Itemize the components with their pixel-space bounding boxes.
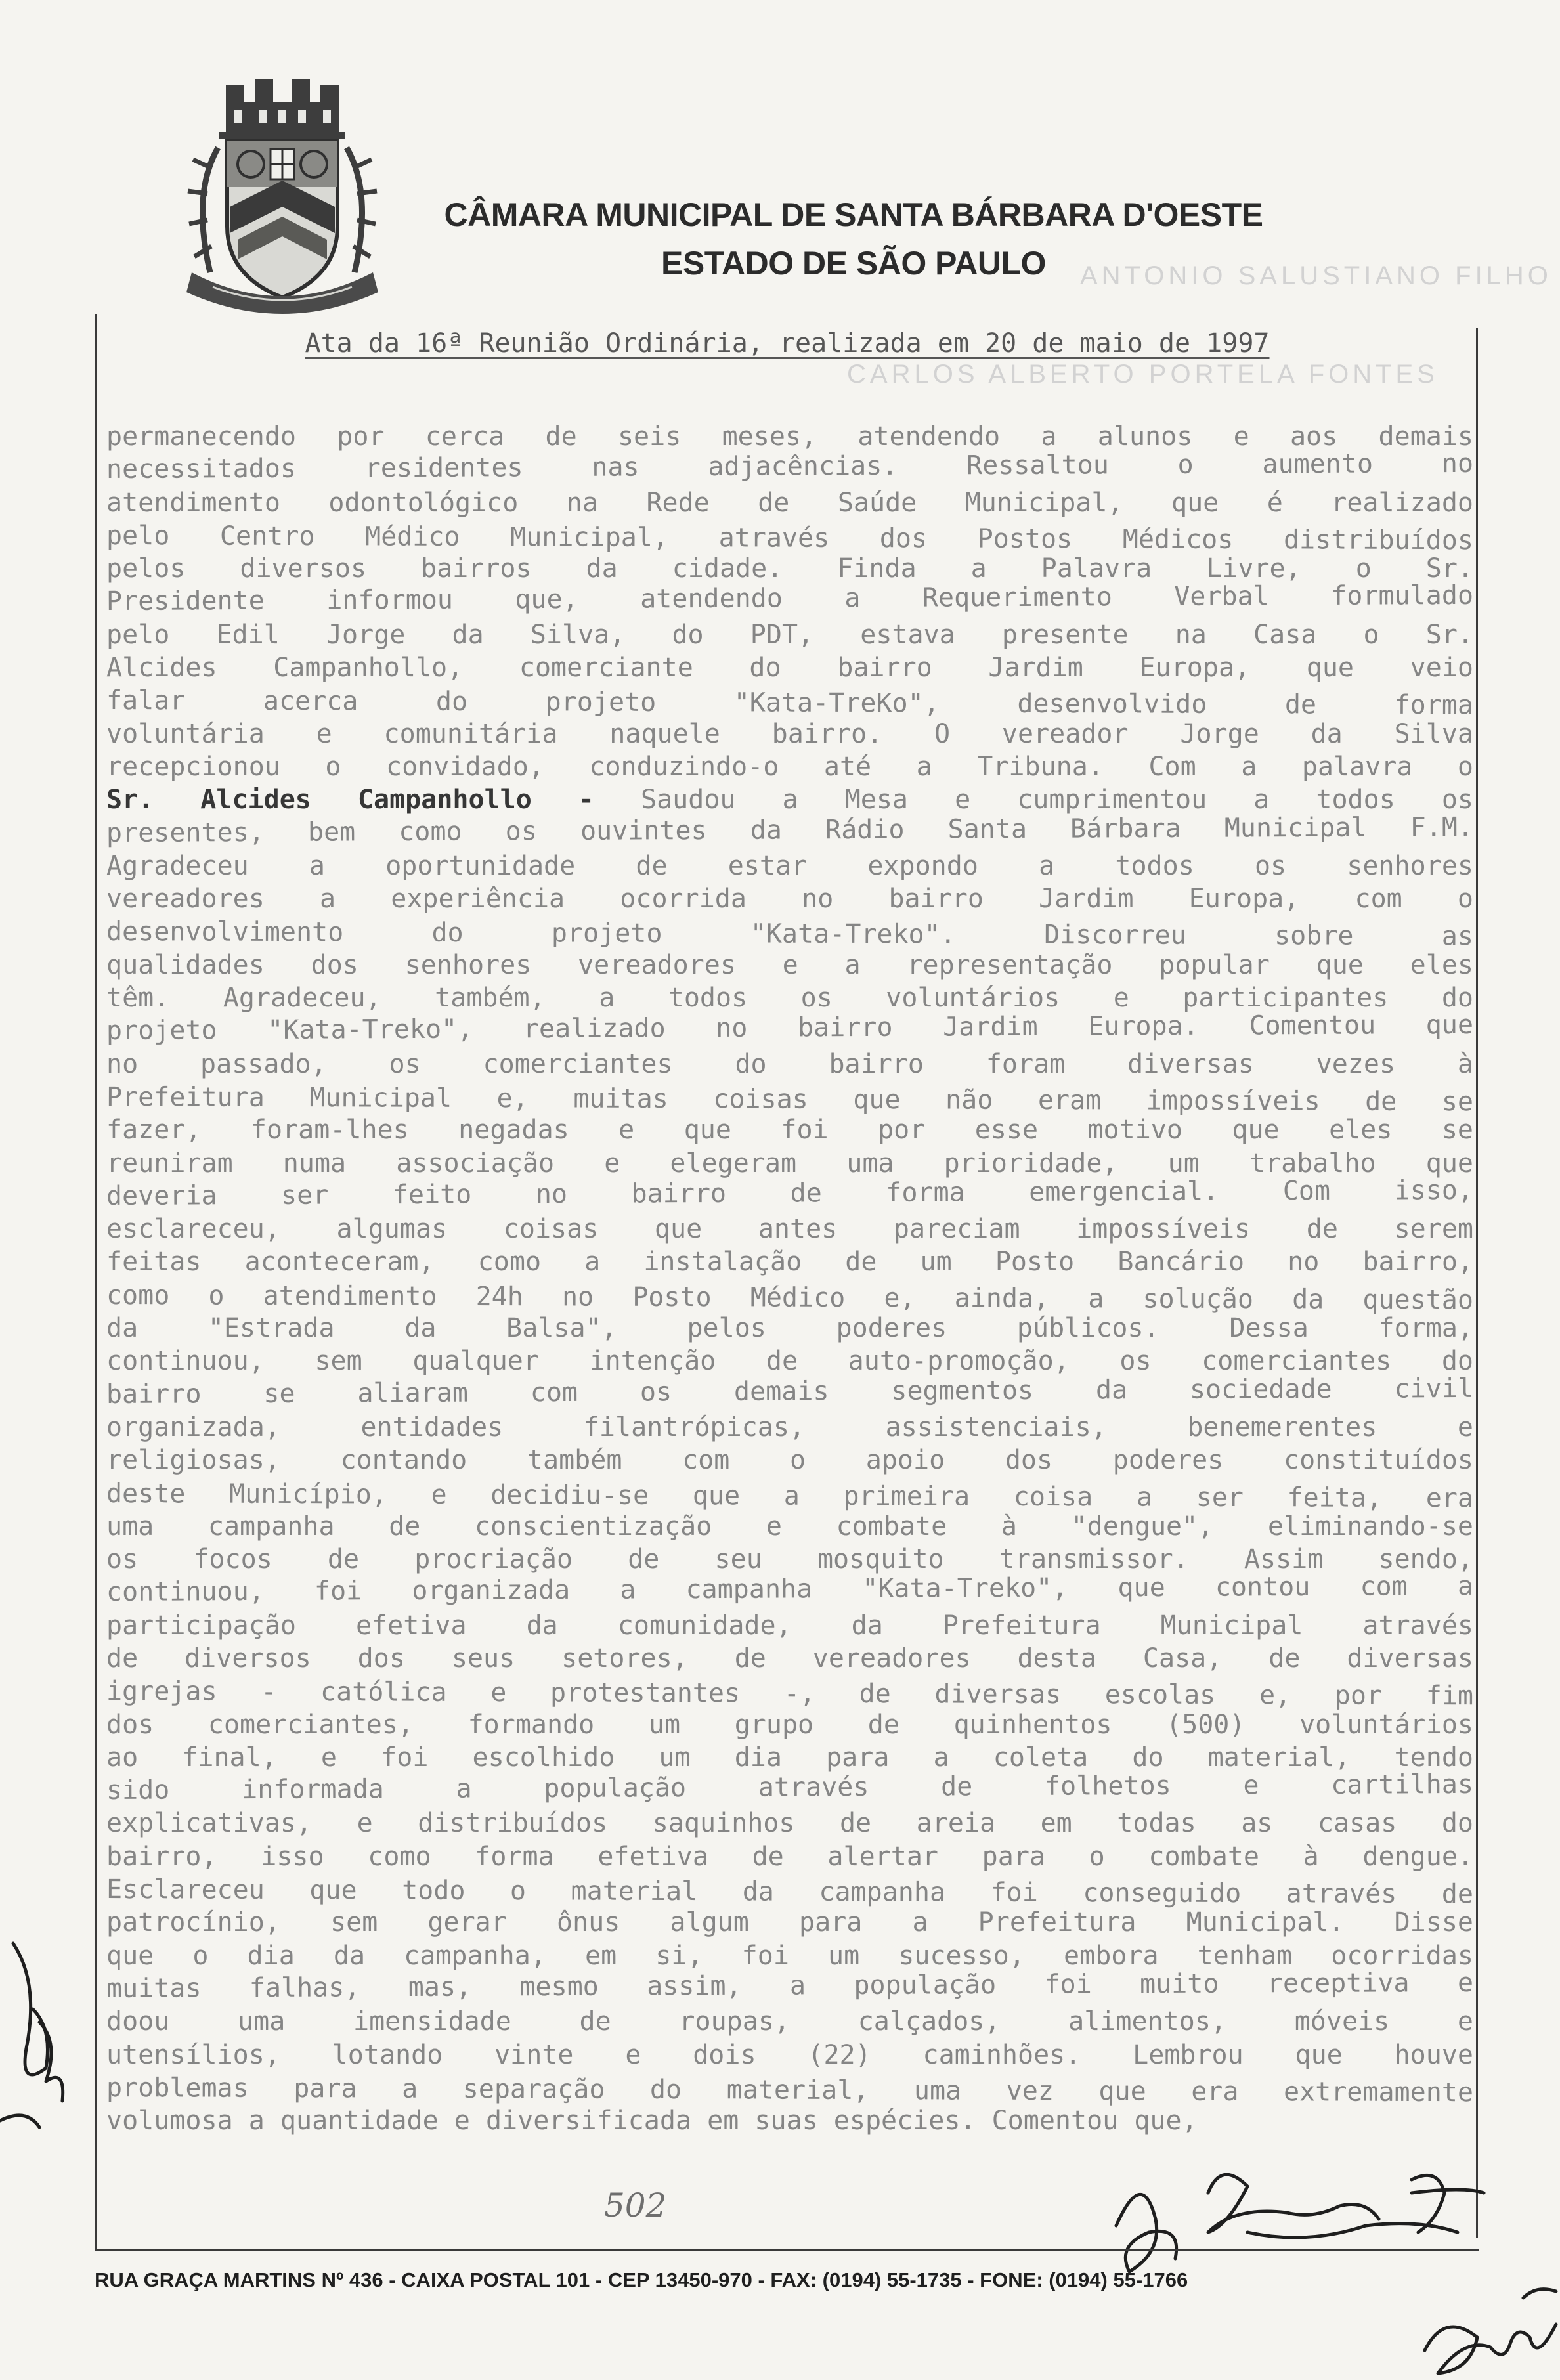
text-line: utensílios, lotando vinte e dois (22) caminhões. Lembrou que houve — [106, 2039, 1473, 2070]
text-line: sido informada a população através de folhetos e cartilhas — [106, 1769, 1474, 1806]
text-line: deste Município, e decidiu-se que a primeira coisa a ser feita, era — [106, 1478, 1474, 1513]
text-line: falar acerca do projeto "Kata-TreKo", desenvolvido de forma — [106, 685, 1474, 721]
text-line: têm. Agradeceu, também, a todos os voluntários e participantes do — [106, 983, 1473, 1014]
text-line: presentes, bem como os ouvintes da Rádio Santa Bárbara Municipal F.M. — [106, 811, 1474, 848]
text-line: qualidades dos senhores vereadores e a representação popular que eles — [106, 949, 1473, 980]
text-line: voluntária e comunitária naquele bairro. O vereador Jorge da Silva — [106, 718, 1473, 749]
text-line: que o dia da campanha, em si, foi um sucesso, embora tenham ocorridas — [106, 1940, 1473, 1971]
text-line: religiosas, contando também com o apoio dos poderes constituídos — [106, 1445, 1473, 1476]
text-line: permanecendo por cerca de seis meses, atendendo a alunos e aos demais — [106, 422, 1473, 452]
page-frame-left — [95, 314, 97, 2249]
page-number: 502 — [604, 2186, 667, 2224]
text-line: como o atendimento 24h no Posto Médico e, ainda, a solução da questão — [106, 1280, 1474, 1315]
text-line: vereadores a experiência ocorrida no bairro Jardim Europa, com o — [106, 884, 1473, 915]
text-line: os focos de procriação de seu mosquito transmissor. Assim sendo, — [106, 1544, 1473, 1575]
municipal-crest-icon — [179, 76, 386, 318]
text-line: recepcionou o convidado, conduzindo-o até a Tribuna. Com a palavra o — [106, 751, 1473, 782]
text-line: deveria ser feito no bairro de forma emergencial. Com isso, — [106, 1175, 1474, 1211]
text-line: dos comerciantes, formando um grupo de quinhentos (500) voluntários — [106, 1709, 1473, 1740]
text-line: atendimento odontológico na Rede de Saúde Municipal, que é realizado — [106, 487, 1473, 518]
text-line: projeto "Kata-Treko", realizado no bairro Jardim Europa. Comentou que — [106, 1010, 1474, 1047]
text-line: Alcides Campanhollo, comerciante do bairro Jardim Europa, que veio — [106, 653, 1473, 683]
text-line: organizada, entidades filantrópicas, assistenciais, benemerentes e — [106, 1412, 1473, 1442]
text-line: Esclareceu que todo o material da campanha foi conseguido através de — [106, 1874, 1474, 1910]
text-line: continuou, foi organizada a campanha "Kata-Treko", que contou com a — [106, 1571, 1474, 1608]
text-line: volumosa a quantidade e diversificada em suas espécies. Comentou que, — [106, 2106, 1198, 2136]
text-line: bairro se aliaram com os demais segmentos da sociedade civil — [106, 1373, 1474, 1410]
text-line: esclareceu, algumas coisas que antes pareciam impossíveis de serem — [106, 1214, 1473, 1245]
text-line: muitas falhas, mas, mesmo assim, a população foi muito receptiva e — [106, 1967, 1474, 2004]
text-line: reuniram numa associação e elegeram uma prioridade, um trabalho que — [106, 1148, 1473, 1179]
show-through-text: ANTONIO SALUSTIANO FILHO — [1080, 261, 1552, 290]
footer-address: RUA GRAÇA MARTINS Nº 436 - CAIXA POSTAL 101 - CEP 13450-970 - FAX: (0194) 55-1735 - FONE: (0194) 55-1766 — [95, 2268, 1188, 2291]
footer-rule — [95, 2249, 1479, 2251]
text-line: necessitados residentes nas adjacências. Ressaltou o aumento no — [106, 448, 1474, 485]
text-line: ao final, e foi escolhido um dia para a coleta do material, tendo — [106, 1742, 1473, 1773]
text-line: uma campanha de conscientização e combate à "dengue", eliminando-se — [106, 1511, 1473, 1542]
text-line: fazer, foram-lhes negadas e que foi por esse motivo que eles se — [106, 1115, 1473, 1146]
text-line: doou uma imensidade de roupas, calçados, alimentos, móveis e — [106, 2006, 1473, 2037]
text-line: igrejas - católica e protestantes -, de diversas escolas e, por fim — [106, 1676, 1474, 1712]
institution-name: CÂMARA MUNICIPAL DE SANTA BÁRBARA D'OESTE — [444, 196, 1263, 233]
text-line: pelos diversos bairros da cidade. Finda a Palavra Livre, o Sr. — [106, 553, 1473, 584]
text-line: no passado, os comerciantes do bairro foram diversas vezes à — [106, 1049, 1473, 1079]
speaker-name: Sr. Alcides Campanhollo - — [106, 785, 594, 815]
text-line: bairro, isso como forma efetiva de alertar para o combate à dengue. — [106, 1841, 1473, 1872]
text-line: explicativas, e distribuídos saquinhos de areia em todas as casas do — [106, 1808, 1473, 1839]
text-line: Prefeitura Municipal e, muitas coisas que não eram impossíveis de se — [106, 1081, 1474, 1117]
text-line: Agradeceu a oportunidade de estar expondo a todos os senhores — [106, 850, 1473, 881]
text-line: pelo Edil Jorge da Silva, do PDT, estava presente na Casa o Sr. — [106, 619, 1473, 650]
text-line: continuou, sem qualquer intenção de auto-promoção, os comerciantes do — [106, 1346, 1473, 1377]
minutes-title: Ata da 16ª Reunião Ordinária, realizada em 20 de maio de 1997 — [305, 328, 1270, 358]
text-line: desenvolvimento do projeto "Kata-Treko". Discorreu sobre as — [106, 917, 1474, 952]
text-line: patrocínio, sem gerar ônus algum para a Prefeitura Municipal. Disse — [106, 1907, 1473, 1938]
state-name: ESTADO DE SÃO PAULO — [661, 245, 1046, 282]
minutes-body — [106, 420, 1473, 2137]
show-through-text: CARLOS ALBERTO PORTELA FONTES — [847, 360, 1439, 389]
text-line: Presidente informou que, atendendo a Requerimento Verbal formulado — [106, 580, 1474, 617]
text-line: problemas para a separação do material, uma vez que era extremamente — [106, 2072, 1474, 2108]
text-line: da "Estrada da Balsa", pelos poderes públicos. Dessa forma, — [106, 1313, 1473, 1344]
speaker-text: Saudou a Mesa e cumprimentou a todos os — [641, 785, 1473, 815]
text-line: participação efetiva da comunidade, da Prefeitura Municipal através — [106, 1610, 1473, 1641]
text-line: pelo Centro Médico Municipal, através dos Postos Médicos distribuídos — [106, 520, 1474, 556]
page-frame-right — [1476, 328, 1478, 2238]
text-line: de diversos dos seus setores, de vereadores desta Casa, de diversas — [106, 1643, 1473, 1674]
text-line: feitas aconteceram, como a instalação de um Posto Bancário no bairro, — [106, 1247, 1473, 1278]
